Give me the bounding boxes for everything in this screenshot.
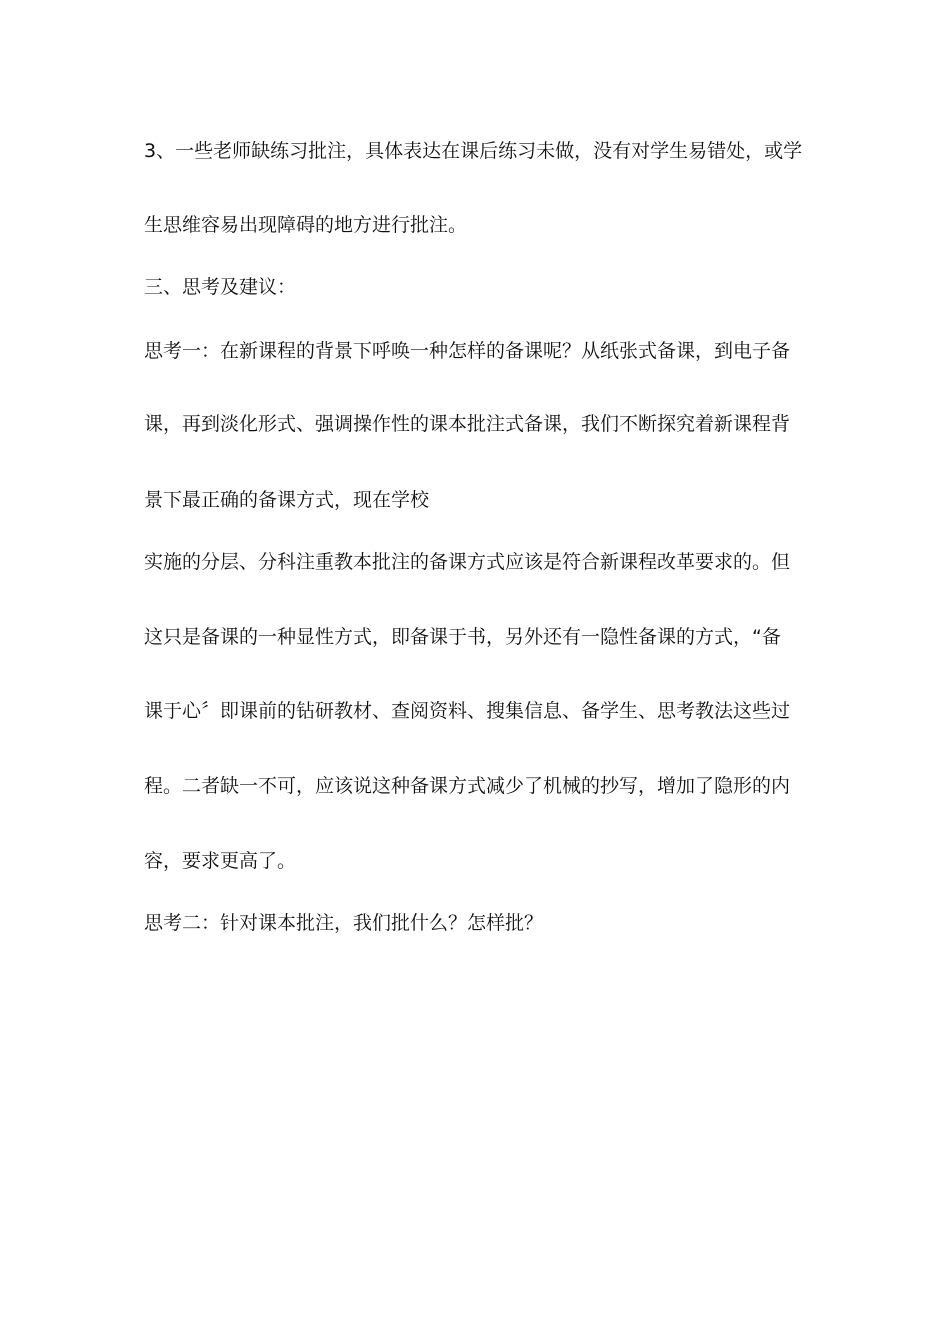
text-line-5: 课，再到淡化形式、强调操作性的课本批注式备课，我们不断探究着新课程背 — [144, 413, 791, 435]
text-line-1: 3、一些老师缺练习批注，具体表达在课后练习未做，没有对学生易错处，或学 — [144, 140, 803, 162]
text-line-8: 这只是备课的一种显性方式，即备课于书，另外还有一隐性备课的方式，“备 — [144, 626, 781, 648]
text-line-7: 实施的分层、分科注重教本批注的备课方式应该是符合新课程改革要求的。但 — [144, 551, 791, 573]
text-line-11: 容，要求更高了。 — [144, 850, 297, 872]
text-line-2: 生思维容易出现障碍的地方进行批注。 — [144, 214, 468, 236]
text-line-12: 思考二：针对课本批注，我们批什么？怎样批？ — [144, 912, 544, 934]
section-heading: 三、思考及建议： — [144, 276, 297, 298]
text-line-4: 思考一：在新课程的背景下呼唤一种怎样的备课呢？从纸张式备课，到电子备 — [144, 340, 791, 362]
text-line-6: 景下最正确的备课方式，现在学校 — [144, 489, 430, 511]
text-line-10: 程。二者缺一不可，应该说这种备课方式减少了机械的抄写，增加了隐形的内 — [144, 775, 791, 797]
text-line-9: 课于心〞即课前的钻研教材、查阅资料、搜集信息、备学生、思考教法这些过 — [144, 700, 791, 722]
